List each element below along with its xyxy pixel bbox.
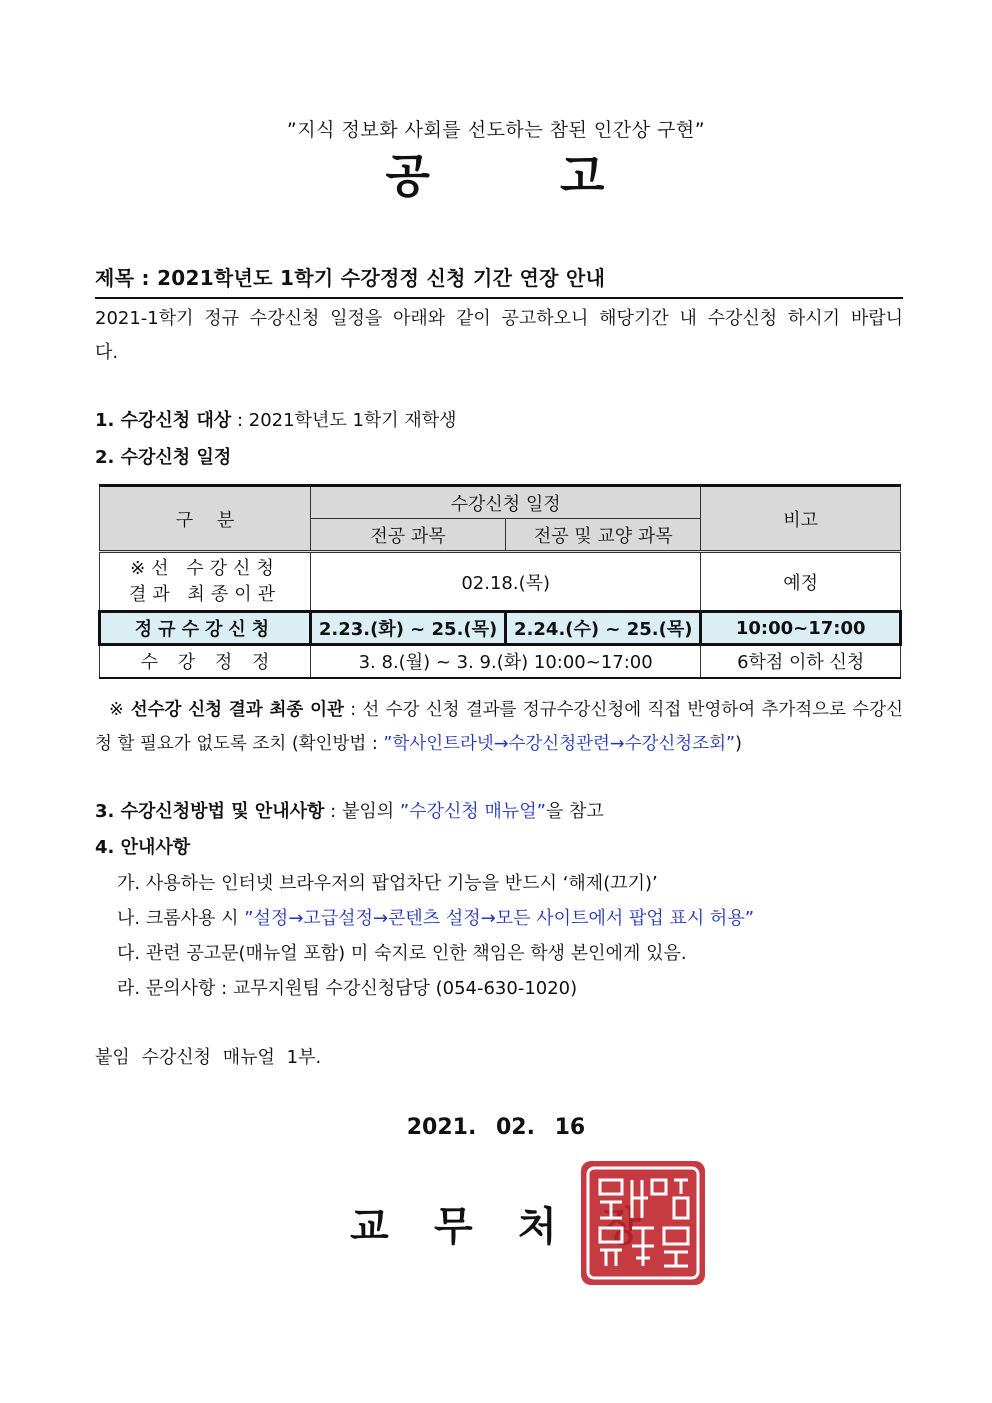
row-major: 2.23.(화) ~ 25.(목)	[310, 612, 505, 645]
section-3: 3. 수강신청방법 및 안내사항 : 붙임의 ”수강신청 매뉴얼”을 참고	[95, 801, 604, 822]
table-row	[100, 552, 901, 612]
header-major-liberal: 전공 및 교양 과목	[506, 519, 701, 552]
row-category: ※선 수강신청 결과 최종이관	[100, 552, 311, 612]
slogan: ”지식 정보화 사회를 선도하는 참된 인간상 구현”	[286, 119, 706, 141]
issue-date: 2021. 02. 16	[406, 1115, 586, 1140]
header-note: 비고	[701, 486, 901, 552]
section-2	[95, 443, 231, 469]
note-path: ”학사인트라넷→수강신청관련→수강신청조회”	[383, 734, 736, 754]
list-item: 가. 사용하는 인터넷 브라우저의 팝업차단 기능을 반드시 ‘해제(끄기)’	[117, 873, 658, 894]
section-4-label: 4. 안내사항	[95, 837, 191, 858]
section-1-value: : 2021학년도 1학기 재학생	[236, 410, 457, 431]
table-row-highlight	[100, 612, 901, 645]
manual-link: ”수강신청 매뉴얼”	[399, 801, 546, 822]
chrome-path: ”설정→고급설정→콘텐츠 설정→모든 사이트에서 팝업 표시 허용”	[244, 908, 755, 929]
transfer-note: ※ 선수강 신청 결과 최종 이관 : 선 수강 신청 결과를 정규수강신청에 직접 반영하여 추가적으로 수강신청 할 필요가 없도록 조치 (확인방법 : ”학사인트라넷→수강신청관련→수강신청조회”)	[95, 700, 903, 754]
table-row	[100, 645, 901, 678]
row-category: 정규수강신청	[100, 612, 311, 645]
section-1	[95, 406, 457, 432]
list-item: 나. 크롬사용 시 ”설정→고급설정→콘텐츠 설정→모든 사이트에서 팝업 표시 허용”	[117, 908, 755, 929]
schedule-table	[98, 484, 902, 679]
row-major-liberal: 2.24.(수) ~ 25.(목)	[506, 612, 701, 645]
intro-paragraph: 2021-1학기 정규 수강신청 일정을 아래와 같이 공고하오니 해당기간 내 수강신청 하시기 바랍니다.	[95, 308, 903, 363]
row-note: 10:00~17:00	[701, 612, 901, 645]
document-title: 제목 : 2021학년도 1학기 수강정정 신청 기간 연장 안내	[95, 266, 606, 290]
section-4	[95, 833, 190, 859]
list-item: 라. 문의사항 : 교무지원팀 수강신청담당 (054-630-1020)	[117, 978, 578, 999]
row-schedule: 3. 8.(월) ~ 3. 9.(화) 10:00~17:00	[310, 645, 700, 678]
note-bold: 선수강 신청 결과 최종 이관	[130, 700, 344, 720]
row-category: 수 강 정 정	[100, 645, 311, 678]
row-schedule: 02.18.(목)	[310, 552, 700, 612]
attachment-line: 붙임 수강신청 매뉴얼 1부.	[95, 1047, 322, 1068]
row-note: 예정	[701, 552, 901, 612]
section-2-label: 2. 수강신청 일정	[95, 447, 232, 468]
header-major: 전공 과목	[310, 519, 505, 552]
header-category: 구 분	[100, 486, 311, 552]
table-header-row	[100, 486, 901, 519]
list-item: 다. 관련 공고문(매뉴얼 포함) 미 숙지로 인한 책임은 학생 본인에게 있음.	[117, 943, 687, 964]
section-3-label: 3. 수강신청방법 및 안내사항	[95, 801, 325, 822]
page-heading: 공 고	[385, 149, 607, 203]
section-1-label: 1. 수강신청 대상	[95, 410, 232, 431]
header-schedule: 수강신청 일정	[310, 486, 700, 519]
title-divider	[95, 297, 903, 299]
issuer-signature: 교 무 처	[350, 1204, 557, 1250]
row-note: 6학점 이하 신청	[701, 645, 901, 678]
official-seal-icon	[578, 1158, 708, 1288]
